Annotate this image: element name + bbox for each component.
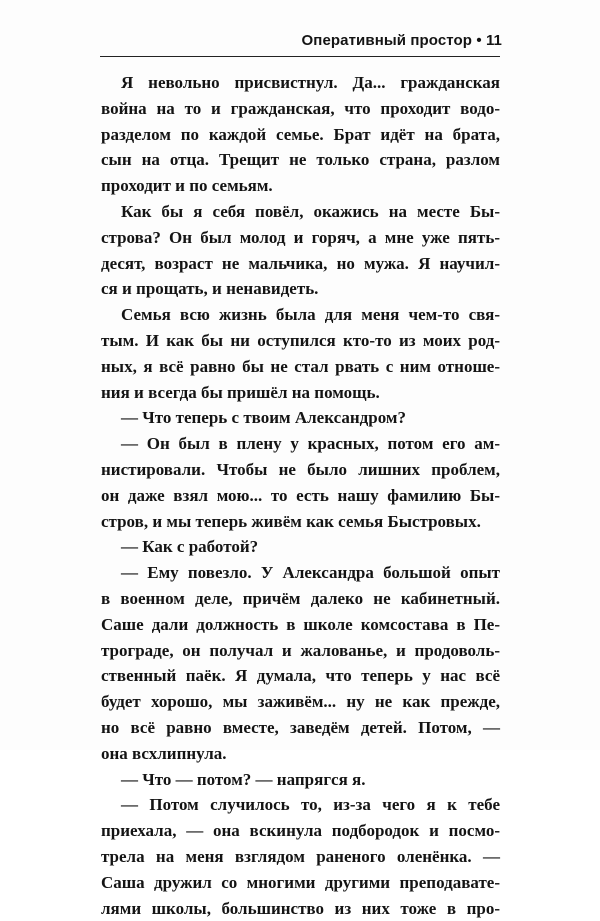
text-line: Саше дали должность в школе комсостава в Пе- [101, 612, 500, 638]
header-rule [100, 56, 500, 57]
text-line: десят, возраст не мальчика, но мужа. Я научил- [101, 251, 500, 277]
text-line: будет хорошо, мы заживём... ну не как прежде, [101, 689, 500, 715]
text-line: — Потом случилось то, из-за чего я к тебе [101, 792, 500, 818]
text-line: ных, я всё равно бы не стал рвать с ним отноше- [101, 354, 500, 380]
text-line: Саша дружил со многими другими преподавате- [101, 870, 500, 896]
text-line: — Что теперь с твоим Александром? [101, 405, 500, 431]
text-line: тым. И как бы ни оступился кто-то из моих род- [101, 328, 500, 354]
text-line: лями школы, большинство из них тоже в про- [101, 896, 500, 921]
text-line: строва? Он был молод и горяч, а мне уже пять- [101, 225, 500, 251]
text-line: ственный паёк. Я думала, что теперь у нас всё [101, 663, 500, 689]
text-line: сын на отца. Трещит не только страна, разлом [101, 147, 500, 173]
text-line: проходит и по семьям. [101, 173, 500, 199]
text-line: — Он был в плену у красных, потом его ам- [101, 431, 500, 457]
text-line: — Ему повезло. У Александра большой опыт [101, 560, 500, 586]
text-line: ния и всегда бы пришёл на помощь. [101, 380, 500, 406]
text-line: Семья всю жизнь была для меня чем-то свя- [101, 302, 500, 328]
text-line: война на то и гражданская, что проходит водо- [101, 96, 500, 122]
text-line: Как бы я себя повёл, окажись на месте Бы- [101, 199, 500, 225]
text-line: трела на меня взглядом раненого оленёнка. — [101, 844, 500, 870]
text-line: разделом по каждой семье. Брат идёт на брата, [101, 122, 500, 148]
text-line: — Что — потом? — напрягся я. [101, 767, 500, 793]
body-text [101, 70, 500, 921]
text-line: стров, и мы теперь живём как семья Быстровых. [101, 509, 500, 535]
text-line: нистировали. Чтобы не было лишних проблем, [101, 457, 500, 483]
text-line: но всё равно вместе, заведём детей. Потом, — [101, 715, 500, 741]
text-line: в военном деле, причём далеко не кабинетный. [101, 586, 500, 612]
text-line: ся и прощать, и ненавидеть. [101, 276, 500, 302]
text-line: Я невольно присвистнул. Да... гражданская [101, 70, 500, 96]
text-line: он даже взял мою... то есть нашу фамилию Бы- [101, 483, 500, 509]
text-line: она всхлипнула. [101, 741, 500, 767]
running-head: Оперативный простор • 11 [302, 32, 502, 49]
text-line: приехала, — она вскинула подбородок и посмо- [101, 818, 500, 844]
text-line: — Как с работой? [101, 534, 500, 560]
text-line: трограде, он получал и жалованье, и продоволь- [101, 638, 500, 664]
